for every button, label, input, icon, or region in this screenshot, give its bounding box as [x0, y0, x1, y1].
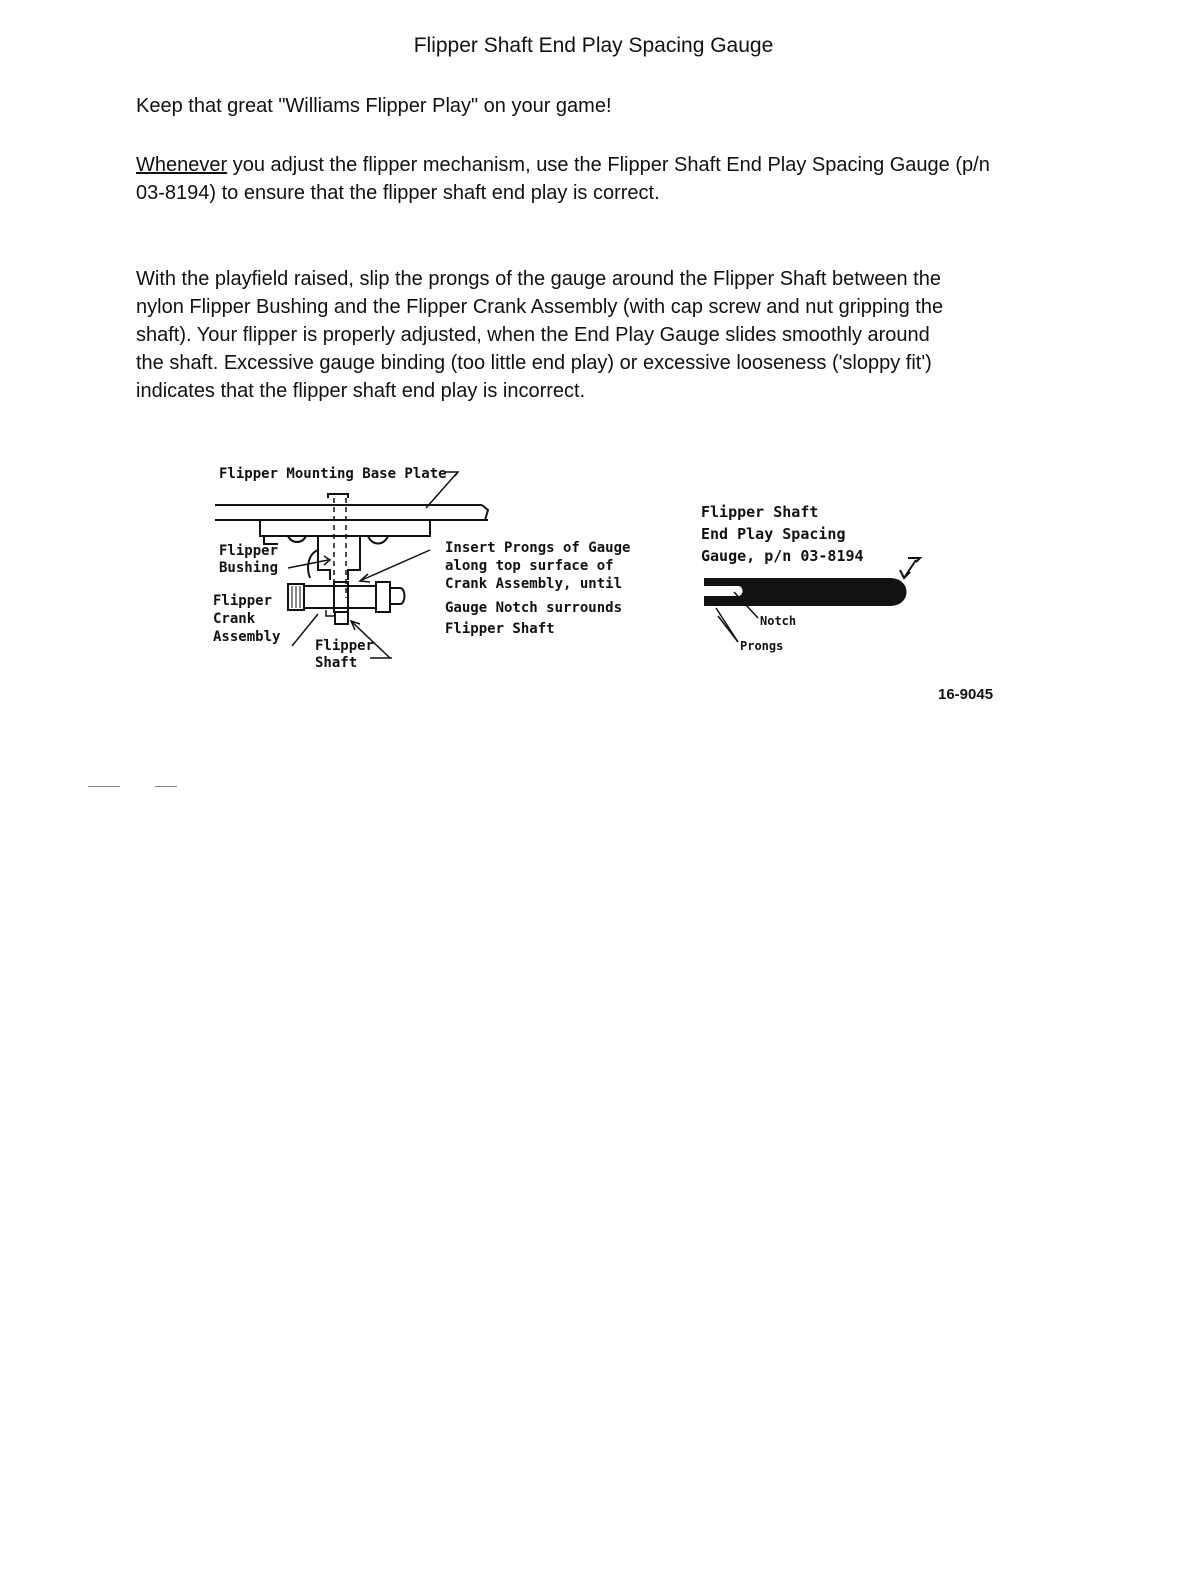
spacing-gauge-diagram: [690, 550, 930, 660]
procedure-paragraph: With the playfield raised, slip the prongs of the gauge around the Flipper Shaft between the nylon Flipper Bushing and the Flipper Crank Assembly (with cap screw and nut gripping the shaft). Your flipper is properly adjusted, when the End Play Gauge slides smoothly around the shaft. Excessive gauge binding (too little end play) or excessive looseness ('sloppy fit') indicates that the flipper shaft end play is incorrect.: [136, 268, 944, 402]
gauge-label-line3: Gauge, p/n 03-8194: [701, 547, 864, 565]
instruction-line1: Insert Prongs of Gauge: [445, 540, 631, 556]
adjustment-text: you adjust the flipper mechanism, use the Flipper Shaft End Play Spacing Gauge (p/n 03-8194) to ensure that the flipper shaft end play is correct.: [136, 154, 990, 204]
instruction-line2: along top surface of: [445, 558, 614, 574]
adjustment-paragraph: [136, 151, 996, 207]
label-shaft-line1: Flipper: [315, 638, 375, 654]
label-base-plate: Flipper Mounting Base Plate: [219, 466, 447, 482]
label-crank-line2: Crank: [213, 611, 256, 627]
label-bushing-line2: Bushing: [219, 560, 279, 576]
emphasis-whenever: Whenever: [136, 154, 228, 176]
instruction-line4: Gauge Notch surrounds: [445, 600, 623, 616]
scan-mark: [88, 786, 120, 787]
document-number: 16-9045: [938, 686, 994, 703]
label-crank-line1: Flipper: [213, 593, 273, 609]
instruction-line3: Crank Assembly, until: [445, 576, 623, 592]
label-shaft-line2: Shaft: [315, 655, 358, 671]
intro-paragraph: Keep that great "Williams Flipper Play" on your game!: [136, 95, 612, 117]
gauge-label-line2: End Play Spacing: [701, 525, 846, 543]
scan-mark: [155, 786, 177, 787]
label-bushing-line1: Flipper: [219, 543, 279, 559]
instruction-line5: Flipper Shaft: [445, 621, 555, 637]
gauge-label-line1: Flipper Shaft: [701, 503, 819, 521]
label-prongs: Prongs: [740, 639, 784, 653]
page-title: Flipper Shaft End Play Spacing Gauge: [413, 34, 774, 57]
label-notch: Notch: [760, 614, 797, 628]
label-crank-line3: Assembly: [213, 629, 281, 645]
